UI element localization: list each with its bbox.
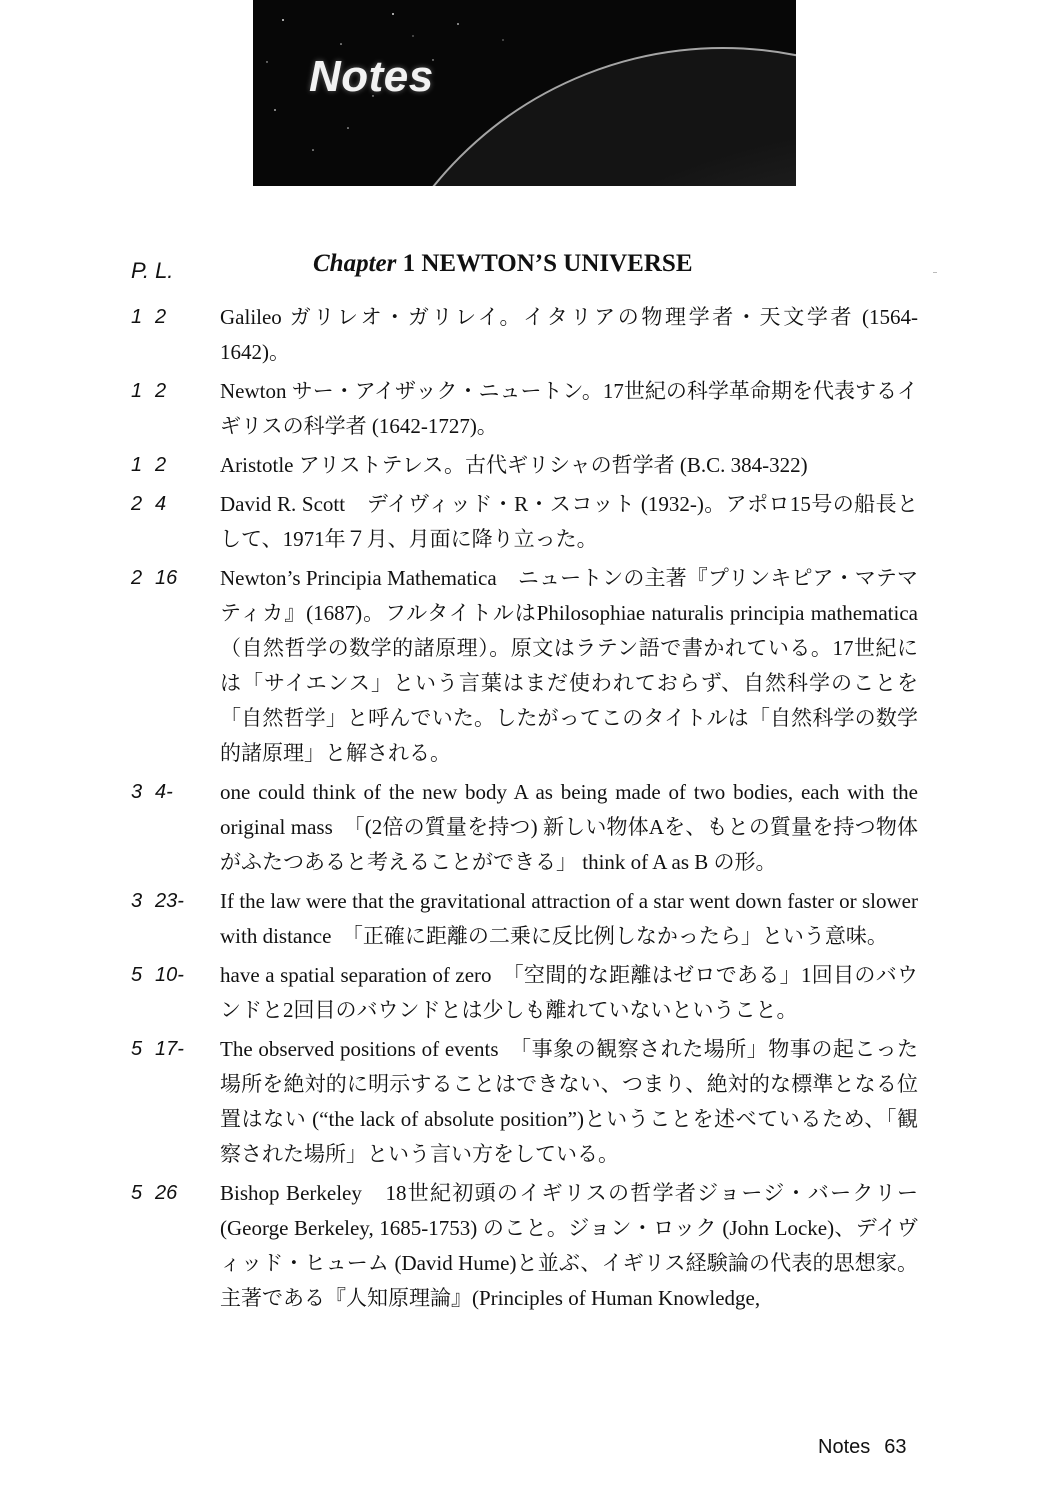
- note-page: 1: [131, 306, 143, 328]
- note-text: have a spatial separation of zero 「空間的な距離はゼロである」1回目のバウンドと2回目のバウンドとは少しも離れていないということ。: [220, 963, 918, 1022]
- note-page: 2: [131, 567, 143, 589]
- note-line: 2: [155, 380, 167, 402]
- note-entry: [0, 958, 1062, 1028]
- chapter-title: [313, 250, 693, 278]
- footer-label: Notes: [818, 1436, 871, 1458]
- note-entry: [0, 561, 1062, 771]
- note-page: 1: [131, 380, 143, 402]
- note-entry: [0, 1176, 1062, 1316]
- header-banner: [253, 0, 796, 186]
- note-ref: [0, 1032, 220, 1067]
- note-entry: [0, 884, 1062, 954]
- note-text: The observed positions of events 「事象の観察された場所」物事の起こった場所を絶対的に明示することはできない、つまり、絶対的な標準となる位置はない (“the lack of absolute position”)ということを述べているため、「観察された場所」という言い方をしている。: [220, 1037, 918, 1166]
- note-ref: [0, 775, 220, 810]
- page-footer: [818, 1436, 907, 1459]
- note-page: 5: [131, 964, 143, 986]
- note-text: Newton’s Principia Mathematica ニュートンの主著『プリンキピア・マテマティカ』(1687)。フルタイトルはPhilosophiae naturalis principia mathematica（自然哲学の数学的諸原理）。原文はラテン語で書かれている。17世紀には「サイエンス」という言葉はまだ使われておらず、自然科学のことを「自然哲学」と呼んでいた。したがってこのタイトルは「自然科学の数学的諸原理」と解される。: [220, 566, 918, 765]
- page-number: 63: [884, 1436, 907, 1458]
- note-entry: [0, 374, 1062, 444]
- note-page: 2: [131, 493, 143, 515]
- note-text: one could think of the new body A as being made of two bodies, each with the original mass 「(2倍の質量を持つ) 新しい物体Aを、もとの質量を持つ物体がふたつあると考えることができる」 think of A as B の形。: [220, 780, 918, 874]
- note-ref: [0, 1176, 220, 1211]
- note-ref: [0, 374, 220, 409]
- note-page: 3: [131, 781, 143, 803]
- note-entry: [0, 1032, 1062, 1172]
- note-ref: [0, 300, 220, 335]
- note-entry: [0, 300, 1062, 370]
- note-text: Galileo ガリレオ・ガリレイ。イタリアの物理学者・天文学者 (1564-1642)。: [220, 305, 918, 364]
- note-line: 2: [155, 306, 167, 328]
- note-line: 4-: [155, 781, 173, 803]
- note-entry: [0, 487, 1062, 557]
- note-ref: [0, 884, 220, 919]
- notes-list: [0, 300, 1062, 1320]
- note-entry: [0, 775, 1062, 880]
- note-text: Aristotle アリストテレス。古代ギリシャの哲学者 (B.C. 384-322): [220, 453, 808, 477]
- note-page: 1: [131, 454, 143, 476]
- note-ref: [0, 448, 220, 483]
- note-line: 16: [155, 567, 178, 589]
- note-line: 23-: [155, 890, 184, 912]
- note-line: 10-: [155, 964, 184, 986]
- chapter-word: Chapter: [313, 250, 397, 277]
- note-page: 5: [131, 1038, 143, 1060]
- note-line: 4: [155, 493, 167, 515]
- column-header-row: [0, 250, 1062, 284]
- note-text: If the law were that the gravitational attraction of a star went down faster or slower with distance 「正確に距離の二乗に反比例しなかったら」という意味。: [220, 889, 918, 948]
- note-ref: [0, 487, 220, 522]
- note-text: David R. Scott デイヴィッド・R・スコット (1932-)。アポロ15号の船長として、1971年７月、月面に降り立った。: [220, 492, 918, 551]
- note-line: 2: [155, 454, 167, 476]
- note-ref: [0, 958, 220, 993]
- chapter-name: 1 NEWTON’S UNIVERSE: [396, 250, 693, 277]
- note-text: Newton サー・アイザック・ニュートン。17世紀の科学革命期を代表するイギリスの科学者 (1642-1727)。: [220, 379, 918, 438]
- note-line: 17-: [155, 1038, 184, 1060]
- note-entry: [0, 448, 1062, 483]
- note-text: Bishop Berkeley 18世紀初頭のイギリスの哲学者ジョージ・バークリー (George Berkeley, 1685-1753) のこと。ジョン・ロック (John Locke)、デイヴィッド・ヒューム (David Hume)と並ぶ、イギリス経験論の代表的思想家。主著である『人知原理論』(Principles of Human Knowledge,: [220, 1181, 918, 1310]
- page-line-label: P. L.: [131, 258, 174, 283]
- note-line: 26: [155, 1182, 178, 1204]
- note-ref: [0, 561, 220, 596]
- banner-title: Notes: [309, 52, 434, 101]
- note-page: 3: [131, 890, 143, 912]
- scan-mark: [933, 272, 937, 273]
- note-page: 5: [131, 1182, 143, 1204]
